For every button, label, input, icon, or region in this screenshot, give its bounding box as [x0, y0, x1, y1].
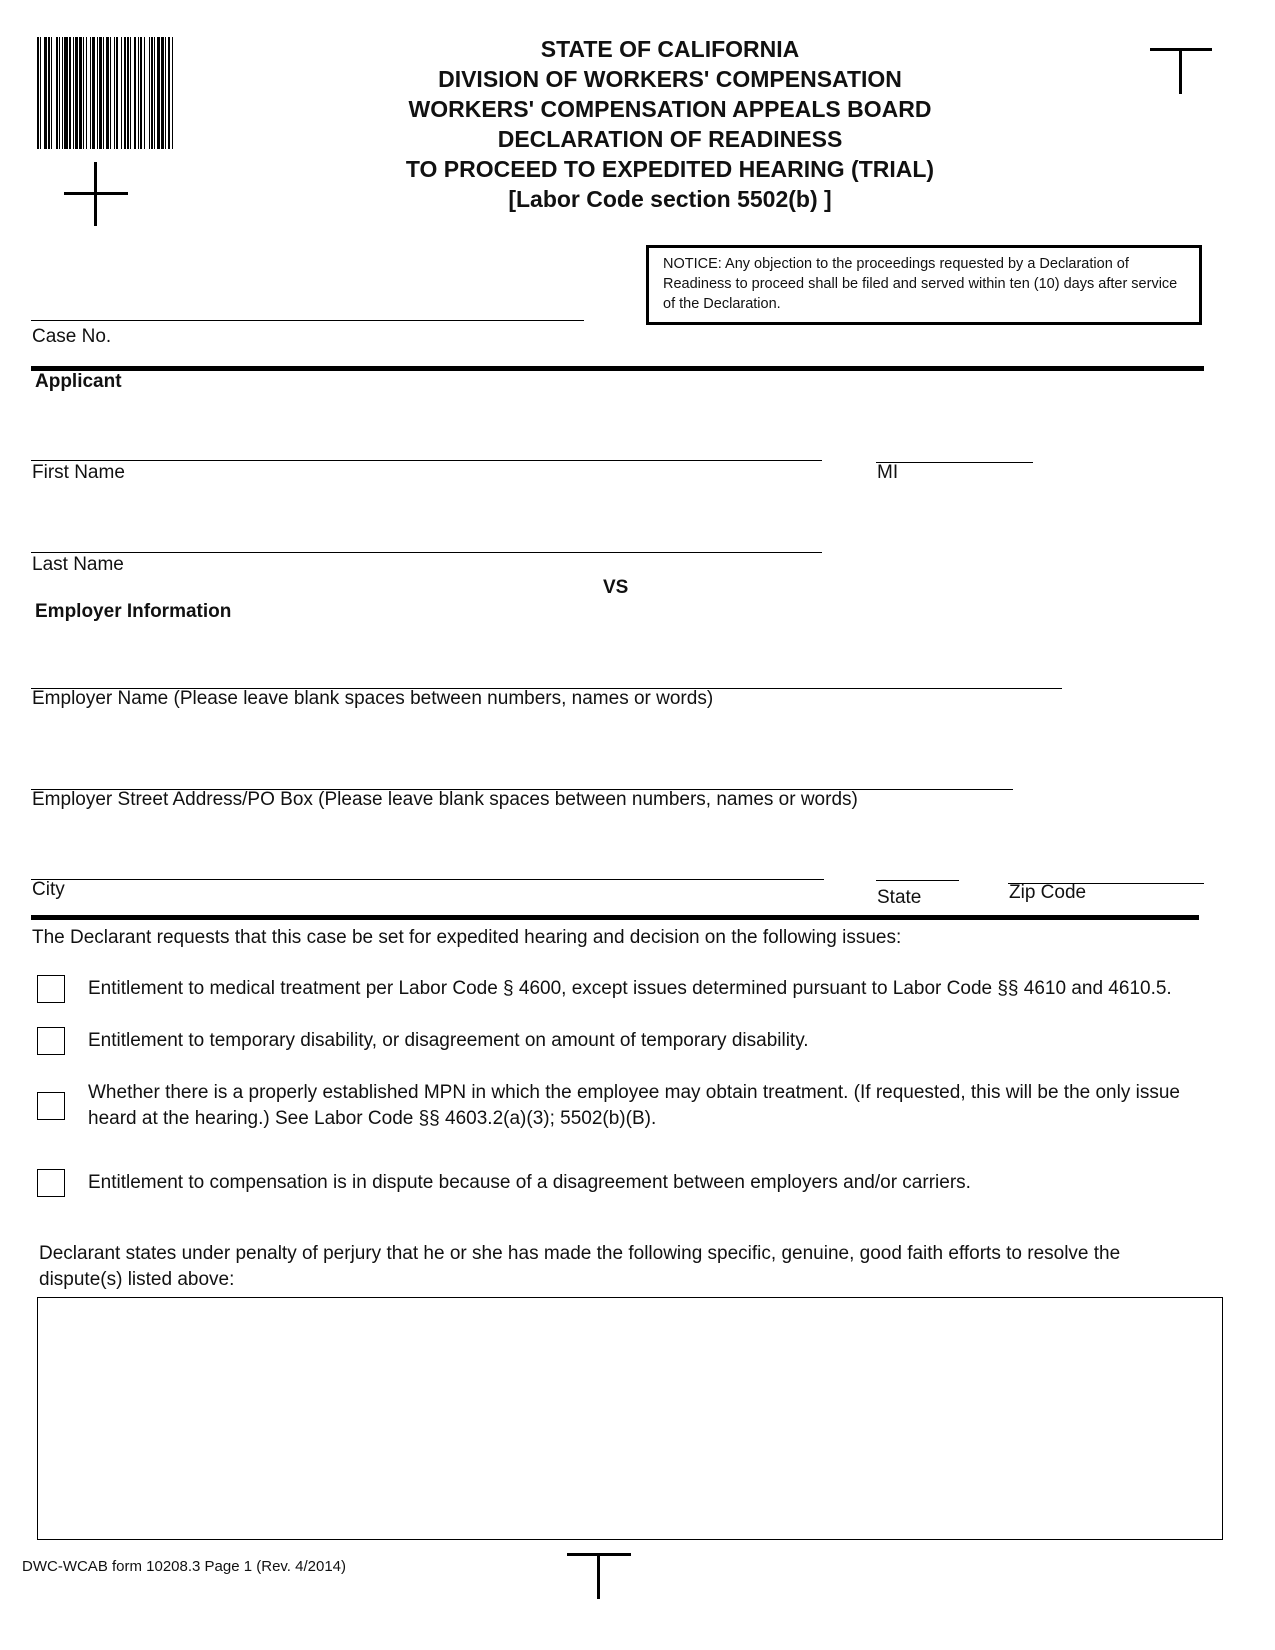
labor-code-reference: [Labor Code section 5502(b) ]: [508, 186, 832, 212]
section-divider: [31, 366, 1204, 371]
header-board: WORKERS' COMPENSATION APPEALS BOARD: [408, 96, 932, 122]
notice-box: NOTICE: Any objection to the proceedings requested by a Declaration of Readiness to proceed shall be filed and served within ten (10) days after service of the Declaration.: [646, 245, 1202, 325]
state-field[interactable]: [876, 880, 959, 881]
form-footer: DWC-WCAB form 10208.3 Page 1 (Rev. 4/2014): [22, 1558, 347, 1575]
middle-initial-label: MI: [877, 462, 899, 483]
form-title: DECLARATION OF READINESS: [497, 126, 843, 152]
zip-code-label: Zip Code: [1009, 882, 1087, 903]
efforts-label: Declarant states under penalty of perjury that he or she has made the following specific, genuine, good faith efforts to resolve the dispute(s) listed above:: [39, 1243, 1121, 1290]
section-divider: [31, 915, 1199, 920]
last-name-label: Last Name: [32, 554, 124, 575]
last-name-field[interactable]: [31, 552, 822, 553]
vs-label: VS: [603, 577, 629, 598]
header-division: DIVISION OF WORKERS' COMPENSATION: [438, 66, 902, 92]
middle-initial-field[interactable]: [876, 462, 1033, 463]
issue-checkbox-mpn[interactable]: [37, 1092, 65, 1120]
issue-label-mpn: Whether there is a properly established MPN in which the employee may obtain treatment. (If requested, this will be the only issue heard at the hearing.) See Labor Code §§ 4603.2(a)(3); 5502(b)(B).: [88, 1082, 1180, 1129]
form-subtitle: TO PROCEED TO EXPEDITED HEARING (TRIAL): [405, 156, 935, 182]
registration-mark-bottom: [567, 1553, 631, 1599]
first-name-label: First Name: [32, 462, 125, 483]
issue-checkbox-medical-treatment[interactable]: [37, 975, 65, 1003]
efforts-textarea[interactable]: [37, 1297, 1223, 1540]
barcode: [37, 37, 319, 149]
state-label: State: [877, 887, 922, 908]
case-number-field[interactable]: [31, 320, 584, 321]
request-intro: The Declarant requests that this case be set for expedited hearing and decision on the following issues:: [32, 927, 902, 948]
employer-heading: Employer Information: [35, 601, 232, 622]
issue-label-temporary-disability: Entitlement to temporary disability, or disagreement on amount of temporary disability.: [88, 1030, 809, 1051]
applicant-heading: Applicant: [35, 371, 122, 392]
issue-label-medical-treatment: Entitlement to medical treatment per Labor Code § 4600, except issues determined pursuant to Labor Code §§ 4610 and 4610.5.: [88, 978, 1172, 999]
city-label: City: [32, 879, 65, 900]
registration-mark-left: [64, 162, 128, 226]
barcode-bar: [173, 37, 174, 149]
employer-name-label: Employer Name (Please leave blank spaces between numbers, names or words): [32, 688, 714, 709]
form-header: [300, 34, 1040, 214]
issue-checkbox-compensation-dispute[interactable]: [37, 1169, 65, 1197]
issue-checkbox-temporary-disability[interactable]: [37, 1027, 65, 1055]
first-name-field[interactable]: [31, 460, 822, 461]
case-number-label: Case No.: [32, 326, 112, 347]
registration-mark-top-right: [1150, 48, 1212, 94]
city-field[interactable]: [31, 879, 824, 880]
employer-address-label: Employer Street Address/PO Box (Please leave blank spaces between numbers, names or words): [32, 789, 858, 810]
header-state: STATE OF CALIFORNIA: [540, 36, 800, 62]
issue-label-compensation-dispute: Entitlement to compensation is in dispute because of a disagreement between employers and/or carriers.: [88, 1172, 971, 1193]
